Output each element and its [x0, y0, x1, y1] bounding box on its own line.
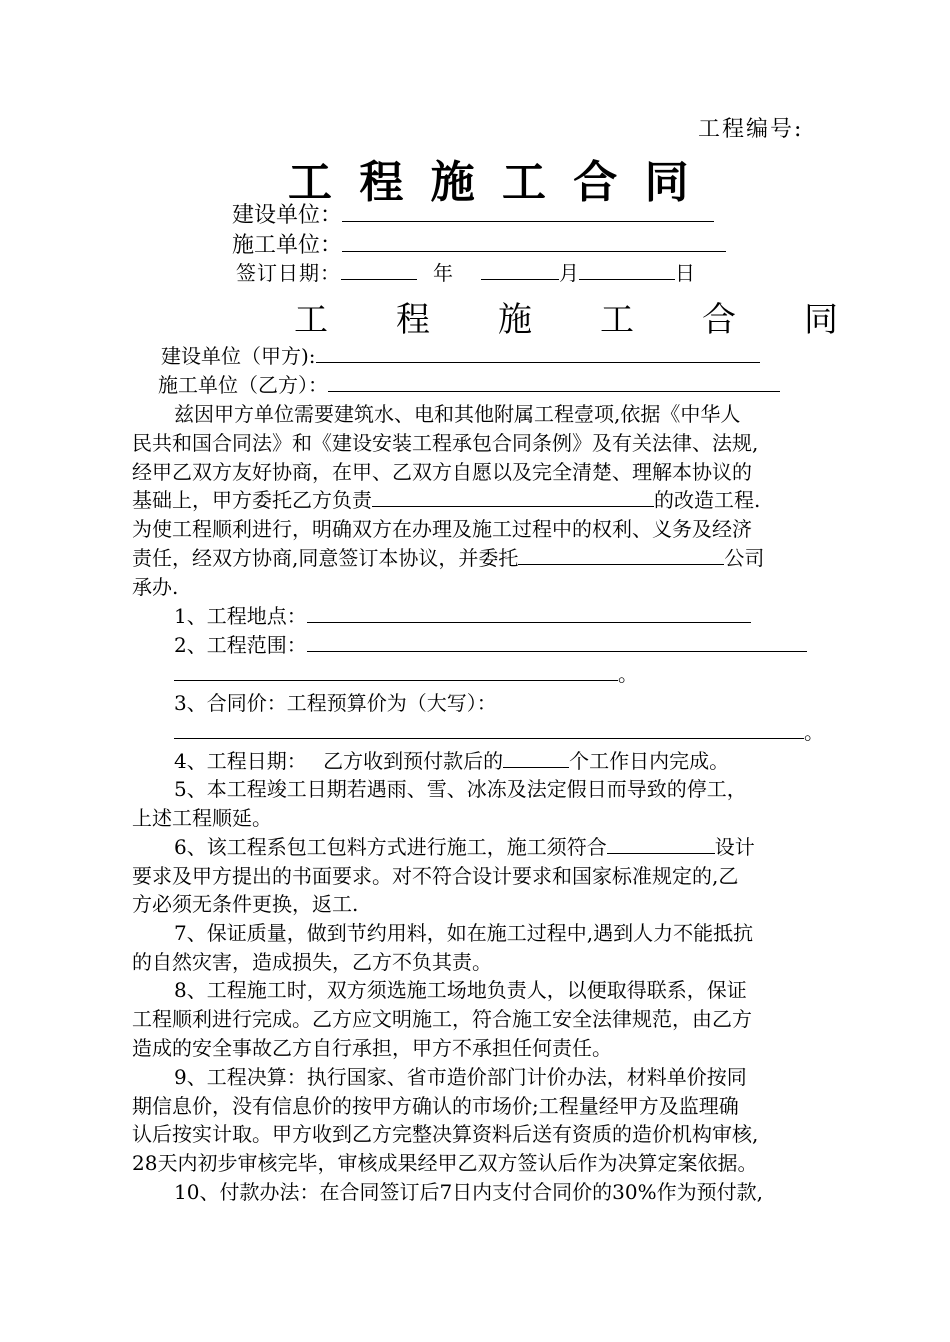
item-6-line-1	[174, 833, 755, 861]
intro-line-4-end: 的改造工程.	[654, 488, 761, 512]
intro-line-7: 承办.	[132, 575, 179, 599]
item-9-line-4: 28天内初步审核完毕，审核成果经甲乙双方签认后作为决算定案依据。	[132, 1151, 758, 1175]
item-5-line-2: 上述工程顺延。	[132, 806, 272, 830]
item-7-line-1: 7、保证质量，做到节约用料，如在施工过程中,遇到人力不能抵抗	[174, 921, 754, 945]
intro-line-6-end: 公司	[724, 546, 765, 570]
item-9-line-2: 期信息价，没有信息价的按甲方确认的市场价;工程量经甲方及监理确	[132, 1094, 739, 1118]
month-blank[interactable]	[481, 261, 559, 280]
item-4-text: 4、工程日期： 乙方收到预付款后的	[174, 749, 504, 773]
client-blank[interactable]	[342, 203, 714, 222]
intro-line-3: 经甲乙双方友好协商，在甲、乙双方自愿以及完全清楚、理解本协议的	[132, 460, 752, 484]
contractor-row	[232, 228, 726, 259]
party-b-row	[158, 371, 780, 399]
client-label: 建设单位：	[232, 203, 343, 228]
party-a-label: 建设单位（甲方):	[161, 344, 316, 368]
item-6-end: 设计	[714, 835, 755, 859]
intro-line-1: 兹因甲方单位需要建筑水、电和其他附属工程壹项,依据《中华人	[174, 402, 741, 426]
item-2-cont	[174, 660, 638, 688]
party-b-blank[interactable]	[328, 373, 780, 392]
item-4-end: 个工作日内完成。	[569, 749, 730, 773]
company-blank[interactable]	[518, 546, 724, 565]
body-title: 工 程 施 工 合 同	[294, 300, 838, 340]
item-1-label: 1、工程地点：	[174, 604, 307, 628]
item-10-line-1: 10、付款办法：在合同签订后7日内支付合同价的30%作为预付款,	[174, 1180, 763, 1204]
item-2-end: 。	[618, 662, 638, 686]
year-blank[interactable]	[341, 261, 417, 280]
day-blank[interactable]	[579, 261, 675, 280]
scope-blank-1[interactable]	[307, 633, 807, 652]
contractor-label: 施工单位：	[232, 233, 343, 258]
contractor-blank[interactable]	[342, 233, 726, 252]
item-5-line-1: 5、本工程竣工日期若遇雨、雪、冰冻及法定假日而导致的停工，	[174, 777, 747, 801]
intro-line-6-text: 责任，经双方协商,同意签订本协议，并委托	[132, 546, 519, 570]
main-title: 工 程 施 工 合 同	[288, 157, 695, 208]
intro-line-2: 民共和国合同法》和《建设安装工程承包合同条例》及有关法律、法规,	[132, 431, 759, 455]
item-9-line-1: 9、工程决算：执行国家、省市造价部门计价办法，材料单价按同	[174, 1065, 747, 1089]
intro-line-5: 为使工程顺利进行，明确双方在办理及施工过程中的权利、义务及经济	[132, 517, 752, 541]
scope-blank-2[interactable]	[174, 662, 618, 681]
item-8-line-3: 造成的安全事故乙方自行承担，甲方不承担任何责任。	[132, 1036, 612, 1060]
item-6-line-2: 要求及甲方提出的书面要求。对不符合设计要求和国家标准规定的,乙	[132, 864, 739, 888]
item-3: 3、合同价：工程预算价为（大写）：	[174, 691, 497, 715]
item-2-label: 2、工程范围：	[174, 633, 307, 657]
intro-line-4-text: 基础上，甲方委托乙方负责	[132, 488, 372, 512]
sign-date-row	[236, 257, 695, 286]
item-9-line-3: 认后按实计取。甲方收到乙方完整决算资料后送有资质的造价机构审核,	[132, 1122, 759, 1146]
item-6-text: 6、该工程系包工包料方式进行施工，施工须符合	[174, 835, 607, 859]
month-label: 月	[559, 261, 579, 285]
party-a-blank[interactable]	[316, 344, 760, 363]
design-standard-blank[interactable]	[607, 835, 715, 854]
year-label: 年	[433, 261, 453, 285]
intro-line-4	[132, 486, 760, 514]
project-number-label: 工程编号:	[698, 117, 804, 142]
item-3-end: 。	[804, 720, 824, 744]
item-6-line-3: 方必须无条件更换，返工.	[132, 892, 359, 916]
party-a-row	[161, 342, 760, 370]
sign-date-label: 签订日期：	[236, 261, 341, 285]
item-1	[174, 602, 751, 630]
item-7-line-2: 的自然灾害，造成损失，乙方不负其责。	[132, 950, 492, 974]
item-8-line-1: 8、工程施工时，双方须选施工场地负责人，以便取得联系，保证	[174, 978, 747, 1002]
item-3-cont	[174, 718, 824, 746]
location-blank[interactable]	[307, 604, 751, 623]
party-b-label: 施工单位（乙方）：	[158, 373, 328, 397]
intro-line-6	[132, 544, 764, 572]
item-2	[174, 631, 807, 659]
contract-price-blank[interactable]	[174, 720, 804, 739]
day-label: 日	[675, 261, 695, 285]
item-4	[174, 747, 729, 775]
client-row	[232, 198, 714, 229]
item-8-line-2: 工程顺利进行完成。乙方应文明施工，符合施工安全法律规范，由乙方	[132, 1007, 752, 1031]
workdays-blank[interactable]	[503, 749, 569, 768]
project-scope-blank[interactable]	[372, 488, 654, 507]
